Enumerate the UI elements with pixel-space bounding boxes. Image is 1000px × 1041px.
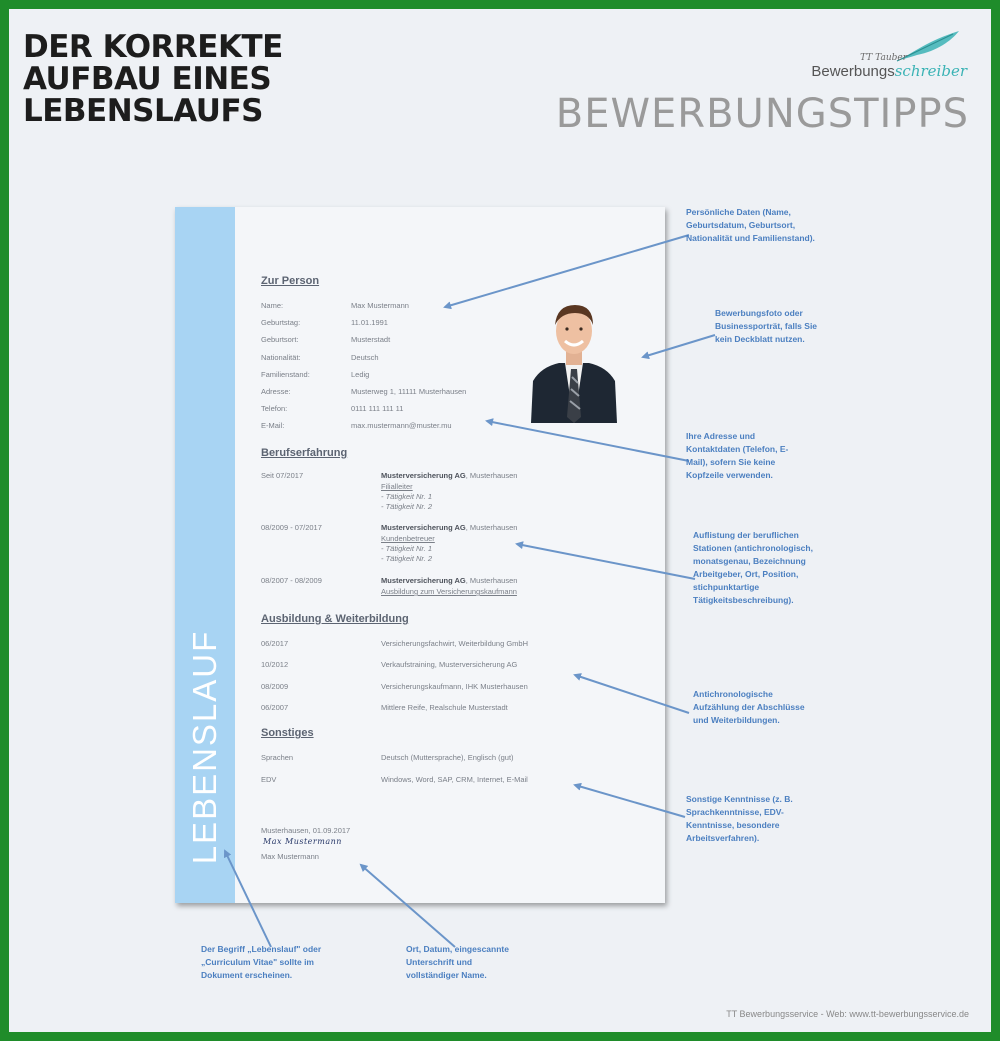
section-heading-other: Sonstiges bbox=[261, 727, 314, 739]
work-date: 08/2007 - 08/2009 bbox=[261, 576, 322, 585]
work-task: - Tätigkeit Nr. 2 bbox=[381, 554, 432, 563]
note-line: Kopfzeile verwenden. bbox=[686, 470, 773, 480]
note-career bbox=[693, 529, 813, 607]
note-line: Stationen (antichronologisch, bbox=[693, 543, 813, 553]
section-heading-education: Ausbildung & Weiterbildung bbox=[261, 613, 409, 625]
note-line: Ihre Adresse und bbox=[686, 431, 756, 441]
note-line: vollständiger Name. bbox=[406, 970, 487, 980]
person-value: Max Mustermann bbox=[351, 301, 409, 310]
person-value: Ledig bbox=[351, 370, 370, 379]
note-line: kein Deckblatt nutzen. bbox=[715, 334, 805, 344]
other-value: Windows, Word, SAP, CRM, Internet, E-Mail bbox=[381, 775, 528, 784]
other-label: Sprachen bbox=[261, 753, 294, 762]
note-line: Mail), sofern Sie keine bbox=[686, 457, 776, 467]
place-date: Musterhausen, 01.09.2017 bbox=[261, 826, 351, 835]
education-text: Mittlere Reife, Realschule Musterstadt bbox=[381, 703, 508, 712]
work-city: , Musterhausen bbox=[465, 471, 518, 480]
person-value: Musterweg 1, 11111 Musterhausen bbox=[351, 387, 467, 396]
note-skills bbox=[686, 793, 793, 845]
work-company: Musterversicherung AG bbox=[381, 523, 466, 532]
annotation-arrows bbox=[9, 9, 1000, 1041]
headline-line-2: AUFBAU EINES bbox=[23, 61, 272, 97]
note-title bbox=[201, 943, 321, 982]
work-company: Musterversicherung AG bbox=[381, 471, 466, 480]
page-title: BEWERBUNGSTIPPS bbox=[555, 91, 969, 137]
section-heading-person: Zur Person bbox=[261, 275, 320, 287]
work-position: Filialleiter bbox=[381, 482, 413, 491]
note-line: Unterschrift und bbox=[406, 957, 473, 967]
person-label: Geburtsort: bbox=[261, 335, 299, 344]
note-contact bbox=[686, 430, 788, 482]
education-date: 10/2012 bbox=[261, 660, 289, 669]
note-line: Tätigkeitsbeschreibung). bbox=[693, 595, 794, 605]
arrow-signature bbox=[361, 865, 455, 947]
other-value: Deutsch (Muttersprache), Englisch (gut) bbox=[381, 753, 514, 762]
printed-name: Max Mustermann bbox=[261, 852, 319, 861]
education-date: 08/2009 bbox=[261, 682, 289, 691]
work-company: Musterversicherung AG bbox=[381, 576, 466, 585]
note-line: Aufzählung der Abschlüsse bbox=[693, 702, 805, 712]
work-position: Ausbildung zum Versicherungskaufmann bbox=[381, 587, 517, 596]
person-label: E-Mail: bbox=[261, 421, 285, 430]
education-text: Versicherungsfachwirt, Weiterbildung GmbH bbox=[381, 639, 529, 648]
note-line: Antichronologische bbox=[693, 689, 773, 699]
person-value: Musterstadt bbox=[351, 335, 391, 344]
note-line: Ort, Datum, eingescannte bbox=[406, 944, 509, 954]
brand-name-plain: Bewerbungs bbox=[811, 63, 895, 80]
note-line: Bewerbungsfoto oder bbox=[715, 308, 803, 318]
work-city: , Musterhausen bbox=[465, 523, 518, 532]
note-line: „Curriculum Vitae" sollte im bbox=[201, 957, 314, 967]
note-line: und Weiterbildungen. bbox=[693, 715, 780, 725]
section-heading-work: Berufserfahrung bbox=[261, 447, 348, 459]
note-line: Kenntnisse, besondere bbox=[686, 820, 780, 830]
work-task: - Tätigkeit Nr. 1 bbox=[381, 544, 432, 553]
note-line: Dokument erscheinen. bbox=[201, 970, 293, 980]
headline-line-1: DER KORREKTE bbox=[23, 29, 283, 65]
arrow-contact bbox=[487, 421, 689, 461]
person-label: Name: bbox=[261, 301, 284, 310]
note-education bbox=[693, 688, 805, 727]
person-label: Nationalität: bbox=[261, 353, 301, 362]
note-line: Kontaktdaten (Telefon, E- bbox=[686, 444, 789, 454]
note-line: Arbeitsverfahren). bbox=[686, 833, 760, 843]
person-label: Geburtstag: bbox=[261, 318, 301, 327]
other-label: EDV bbox=[261, 775, 277, 784]
work-position: Kundenbetreuer bbox=[381, 534, 435, 543]
education-text: Versicherungskaufmann, IHK Musterhausen bbox=[381, 682, 528, 691]
headline-line-3: LEBENSLAUFS bbox=[23, 93, 263, 129]
arrow-education bbox=[575, 675, 689, 713]
person-value: max.mustermann@muster.mu bbox=[351, 421, 452, 430]
person-value: Deutsch bbox=[351, 353, 379, 362]
arrow-personal bbox=[445, 235, 689, 307]
note-line: Sprachkenntnisse, EDV- bbox=[686, 807, 784, 817]
education-text: Verkaufstraining, Musterversicherung AG bbox=[381, 660, 518, 669]
arrow-career bbox=[517, 544, 695, 579]
note-signature bbox=[406, 943, 509, 982]
work-date: 08/2009 - 07/2017 bbox=[261, 523, 322, 532]
note-line: monatsgenau, Bezeichnung bbox=[693, 556, 806, 566]
note-line: Der Begriff „Lebenslauf" oder bbox=[201, 944, 322, 954]
person-label: Adresse: bbox=[261, 387, 291, 396]
person-value: 0111 111 111 11 bbox=[351, 404, 404, 413]
work-task: - Tätigkeit Nr. 2 bbox=[381, 502, 432, 511]
arrow-title bbox=[225, 851, 271, 947]
note-line: Nationalität und Familienstand). bbox=[686, 233, 815, 243]
education-date: 06/2007 bbox=[261, 703, 289, 712]
person-value: 11.01.1991 bbox=[351, 318, 388, 327]
note-personal-data bbox=[686, 206, 815, 245]
work-task: - Tätigkeit Nr. 1 bbox=[381, 492, 432, 501]
person-label: Telefon: bbox=[261, 404, 288, 413]
person-label: Familienstand: bbox=[261, 370, 310, 379]
arrow-skills bbox=[575, 785, 685, 817]
arrow-photo bbox=[643, 335, 715, 357]
brand-script-text: TT Tauber bbox=[860, 53, 907, 63]
note-line: Arbeitgeber, Ort, Position, bbox=[693, 569, 799, 579]
note-line: Sonstige Kenntnisse (z. B. bbox=[686, 794, 793, 804]
work-date: Seit 07/2017 bbox=[261, 471, 304, 480]
cv-side-title: LEBENSLAUF bbox=[186, 629, 223, 865]
brand-name-script: schreiber bbox=[894, 62, 967, 80]
work-city: , Musterhausen bbox=[465, 576, 518, 585]
note-photo bbox=[715, 307, 817, 346]
note-line: Auflistung der beruflichen bbox=[693, 530, 799, 540]
note-line: Persönliche Daten (Name, bbox=[686, 207, 791, 217]
note-line: Businessporträt, falls Sie bbox=[715, 321, 818, 331]
education-date: 06/2017 bbox=[261, 639, 289, 648]
note-line: Geburtsdatum, Geburtsort, bbox=[686, 220, 796, 230]
footer-credit: TT Bewerbungsservice - Web: www.tt-bewerbungsservice.de bbox=[726, 1009, 969, 1019]
note-line: stichpunktartige bbox=[693, 582, 760, 592]
handwritten-signature: Max Mustermann bbox=[263, 837, 342, 846]
